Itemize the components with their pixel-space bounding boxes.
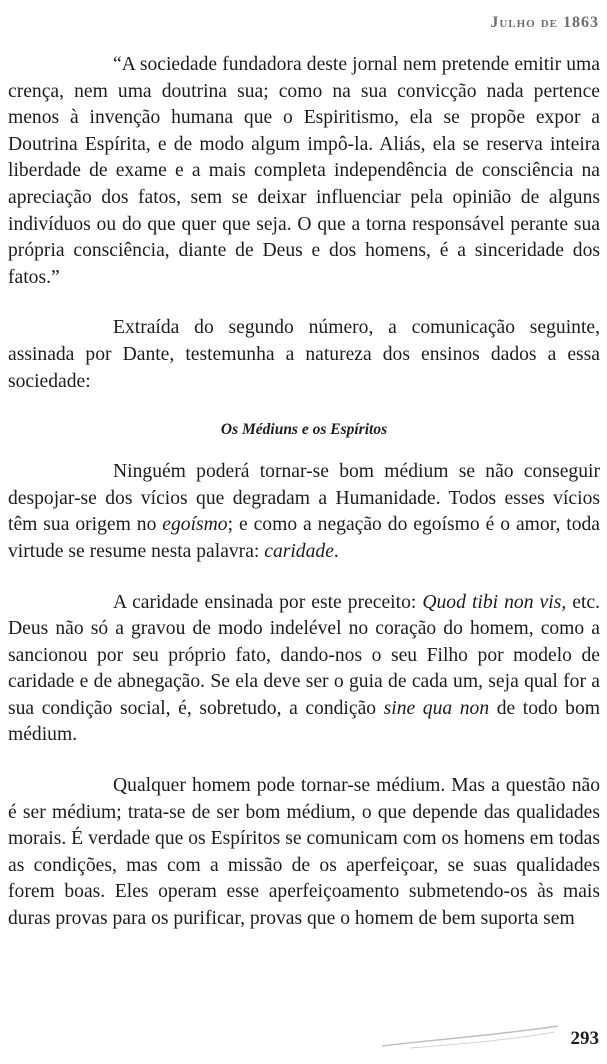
running-header: Julho de 1863 (490, 14, 599, 31)
emphasis-sine-qua-non: sine qua non (383, 697, 490, 719)
paragraph-mediums (8, 459, 600, 565)
page-body (8, 52, 600, 933)
intro-paragraph: Extraída do segundo número, a comunicação seguinte, assinada por Dante, testemunha a natureza dos ensinos dados a essa sociedade: (8, 317, 600, 392)
text-run: . (333, 540, 339, 562)
emphasis-quod-tibi: Quod tibi non vis, (422, 591, 567, 613)
page-number: 293 (570, 1028, 599, 1049)
paragraph-charity (8, 590, 600, 750)
section-subtitle: Os Médiuns e os Espíritos (220, 421, 388, 439)
footer-swash-ornament (380, 1020, 560, 1050)
emphasis-egoismo: egoísmo (162, 514, 228, 536)
text-run: Ninguém poderá tornar-se bom médium se não conseguir despojar-se dos vícios que degradam a Humanidade. Todos esses vícios têm sua origem no (8, 461, 600, 536)
text-run: A caridade ensinada por este preceito: (113, 591, 423, 613)
quote-paragraph: “A sociedade fundadora deste jornal nem pretende emitir uma crença, nem uma doutrina sua; como na sua convicção nada pertence menos à invenção humana que o Espiritismo, ela se propõe expor a Doutrina Espírita, e de modo algum impô-la. Aliás, ela se reserva inteira liberdade de exame e a mais completa independência de consciência na apreciação dos fatos, sem se deixar influenciar pela opinião de alguns indivíduos ou do que quer que seja. O que a torna responsável perante sua própria consciência, diante de Deus e dos homens, é a sinceridade dos fatos.” (8, 54, 600, 288)
text-run: etc. Deus não só a gravou de modo indelével no coração do homem, como a sancionou por seu próprio fato, dando-nos o seu Filho por modelo de caridade e de abnegação. Se ela deve ser o guia de cada um, seja qual for a sua condição social, é, sobretudo, a condição (8, 591, 600, 719)
paragraph-any-man: Qualquer homem pode tornar-se médium. Mas a questão não é ser médium; trata-se de ser bom médium, o que depende das qualidades morais. É verdade que os Espíritos se comunicam com os homens em todas as condições, mas com a missão de os aperfeiçoar, se suas qualidades forem boas. Eles operam esse aperfeiçoamento submetendo-os às mais duras provas para os purificar, provas que o homem de bem suporta sem (8, 775, 600, 930)
text-run: ; e como a negação do egoísmo é o amor, toda virtude se resume nesta palavra: (8, 514, 600, 562)
emphasis-caridade: caridade (264, 540, 334, 562)
text-run: de todo bom médium. (8, 697, 601, 746)
